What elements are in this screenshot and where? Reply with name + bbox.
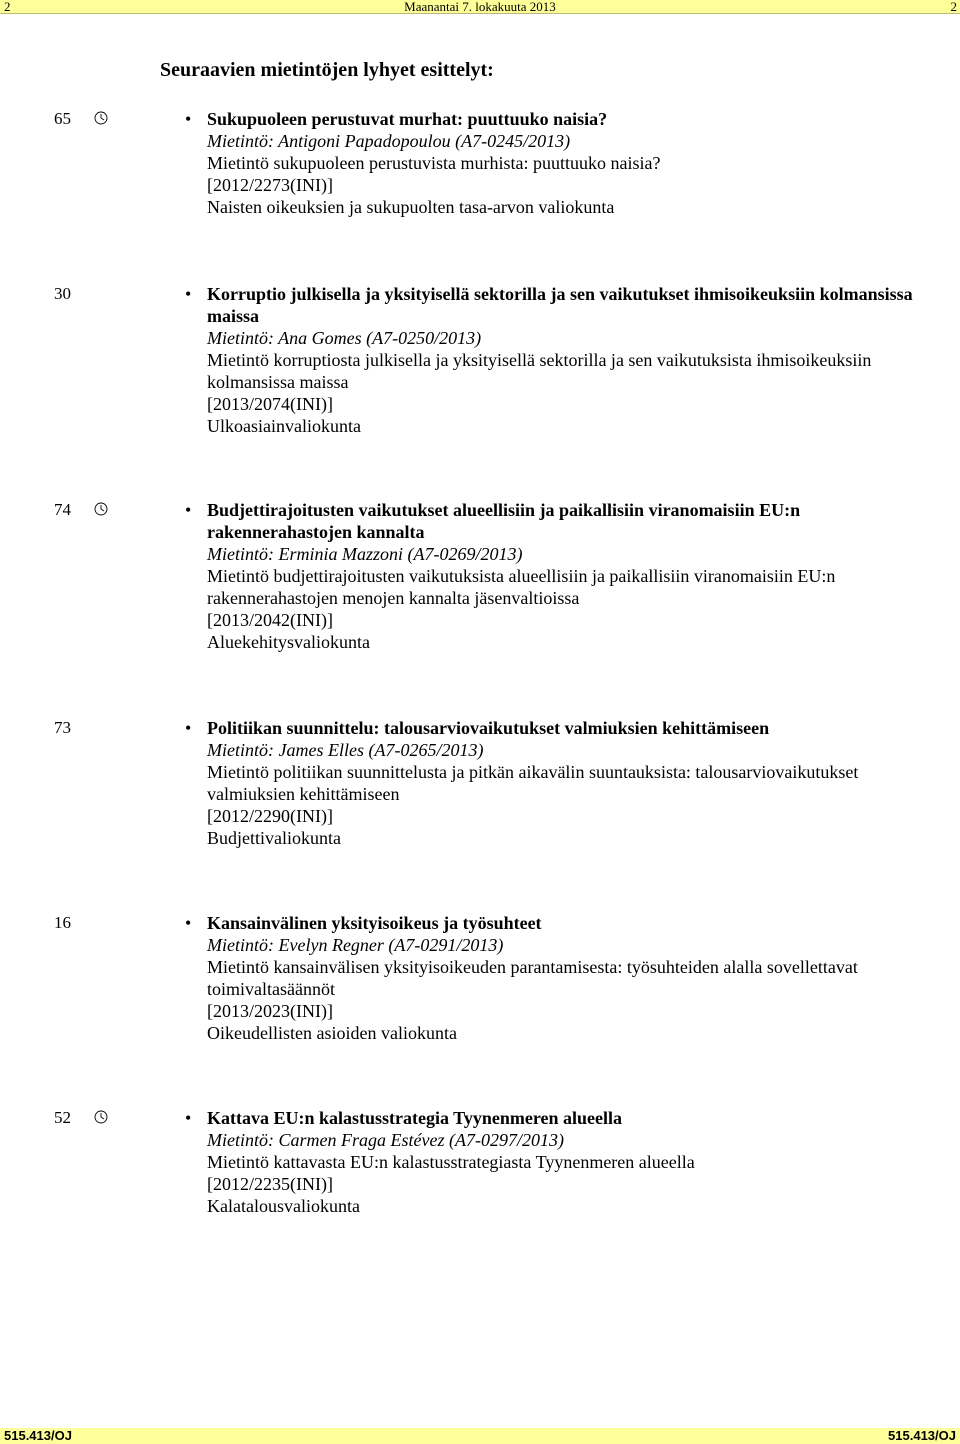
rapporteur-line: Mietintö: Erminia Mazzoni (A7-0269/2013) bbox=[207, 544, 523, 564]
committee-name: Naisten oikeuksien ja sukupuolten tasa-arvon valiokunta bbox=[207, 197, 615, 217]
committee-name: Kalatalousvaliokunta bbox=[207, 1196, 360, 1216]
procedure-number: [2013/2074(INI)] bbox=[207, 394, 333, 414]
report-description: Mietintö korruptiosta julkisella ja yksityisellä sektorilla ja sen vaikutuksista ihmisoikeuksiin kolmansissa maissa bbox=[207, 350, 872, 392]
clock-icon bbox=[94, 502, 108, 516]
vote-count: 65 bbox=[54, 109, 71, 128]
clock-icon bbox=[94, 1110, 108, 1124]
committee-name: Aluekehitysvaliokunta bbox=[207, 632, 370, 652]
item-title: Kansainvälinen yksityisoikeus ja työsuhteet bbox=[207, 913, 542, 933]
vote-count: 73 bbox=[54, 718, 71, 737]
page-number-left: 2 bbox=[4, 0, 11, 14]
bullet: • bbox=[185, 500, 192, 520]
procedure-number: [2012/2290(INI)] bbox=[207, 806, 333, 826]
report-description: Mietintö kansainvälisen yksityisoikeuden parantamisesta: työsuhteiden alalla sovellettavat toimivaltasäännöt bbox=[207, 957, 858, 999]
bullet: • bbox=[185, 1108, 192, 1128]
vote-count: 16 bbox=[54, 913, 71, 932]
rapporteur-line: Mietintö: Ana Gomes (A7-0250/2013) bbox=[207, 328, 482, 348]
rapporteur-line: Mietintö: Antigoni Papadopoulou (A7-0245/2013) bbox=[207, 131, 571, 151]
rapporteur-line: Mietintö: Carmen Fraga Estévez (A7-0297/2013) bbox=[207, 1130, 564, 1150]
bullet: • bbox=[185, 284, 192, 304]
committee-name: Ulkoasiainvaliokunta bbox=[207, 416, 361, 436]
page-number-right: 2 bbox=[950, 0, 957, 14]
page-footer bbox=[0, 1428, 960, 1444]
document-reference-left: 515.413/OJ bbox=[4, 1428, 72, 1443]
item-body bbox=[207, 283, 947, 437]
item-body bbox=[207, 108, 947, 218]
procedure-number: [2012/2235(INI)] bbox=[207, 1174, 333, 1194]
item-title: Sukupuoleen perustuvat murhat: puuttuuko naisia? bbox=[207, 109, 608, 129]
item-title: Korruptio julkisella ja yksityisellä sektorilla ja sen vaikutukset ihmisoikeuksiin kolmansissa maissa bbox=[207, 284, 913, 326]
bullet: • bbox=[185, 718, 192, 738]
item-title: Kattava EU:n kalastusstrategia Tyynenmeren alueella bbox=[207, 1108, 622, 1128]
page-header bbox=[0, 0, 960, 14]
report-description: Mietintö kattavasta EU:n kalastusstrategiasta Tyynenmeren alueella bbox=[207, 1152, 695, 1172]
bullet: • bbox=[185, 109, 192, 129]
procedure-number: [2013/2023(INI)] bbox=[207, 1001, 333, 1021]
vote-count: 52 bbox=[54, 1108, 71, 1127]
header-date: Maanantai 7. lokakuuta 2013 bbox=[404, 0, 556, 14]
item-title: Politiikan suunnittelu: talousarviovaikutukset valmiuksien kehittämiseen bbox=[207, 718, 770, 738]
report-description: Mietintö budjettirajoitusten vaikutuksista alueellisiin ja paikallisiin viranomaisiin EU:n rakennerahastojen menojen kannalta jäsenvaltioissa bbox=[207, 566, 836, 608]
rapporteur-line: Mietintö: Evelyn Regner (A7-0291/2013) bbox=[207, 935, 504, 955]
clock-icon bbox=[94, 111, 108, 125]
rapporteur-line: Mietintö: James Elles (A7-0265/2013) bbox=[207, 740, 484, 760]
committee-name: Budjettivaliokunta bbox=[207, 828, 341, 848]
report-description: Mietintö politiikan suunnittelusta ja pitkän aikavälin suuntauksista: talousarviovaikutukset valmiuksien kehittämiseen bbox=[207, 762, 859, 804]
item-body bbox=[207, 717, 947, 849]
vote-count: 30 bbox=[54, 284, 71, 303]
item-body bbox=[207, 912, 947, 1044]
vote-count: 74 bbox=[54, 500, 71, 519]
procedure-number: [2013/2042(INI)] bbox=[207, 610, 333, 630]
item-body bbox=[207, 1107, 947, 1217]
bullet: • bbox=[185, 913, 192, 933]
document-reference-right: 515.413/OJ bbox=[888, 1428, 956, 1443]
item-body bbox=[207, 499, 947, 653]
report-description: Mietintö sukupuoleen perustuvista murhista: puuttuuko naisia? bbox=[207, 153, 661, 173]
procedure-number: [2012/2273(INI)] bbox=[207, 175, 333, 195]
item-title: Budjettirajoitusten vaikutukset alueellisiin ja paikallisiin viranomaisiin EU:n rakennerahastojen kannalta bbox=[207, 500, 801, 542]
section-title: Seuraavien mietintöjen lyhyet esittelyt: bbox=[160, 59, 494, 81]
committee-name: Oikeudellisten asioiden valiokunta bbox=[207, 1023, 457, 1043]
